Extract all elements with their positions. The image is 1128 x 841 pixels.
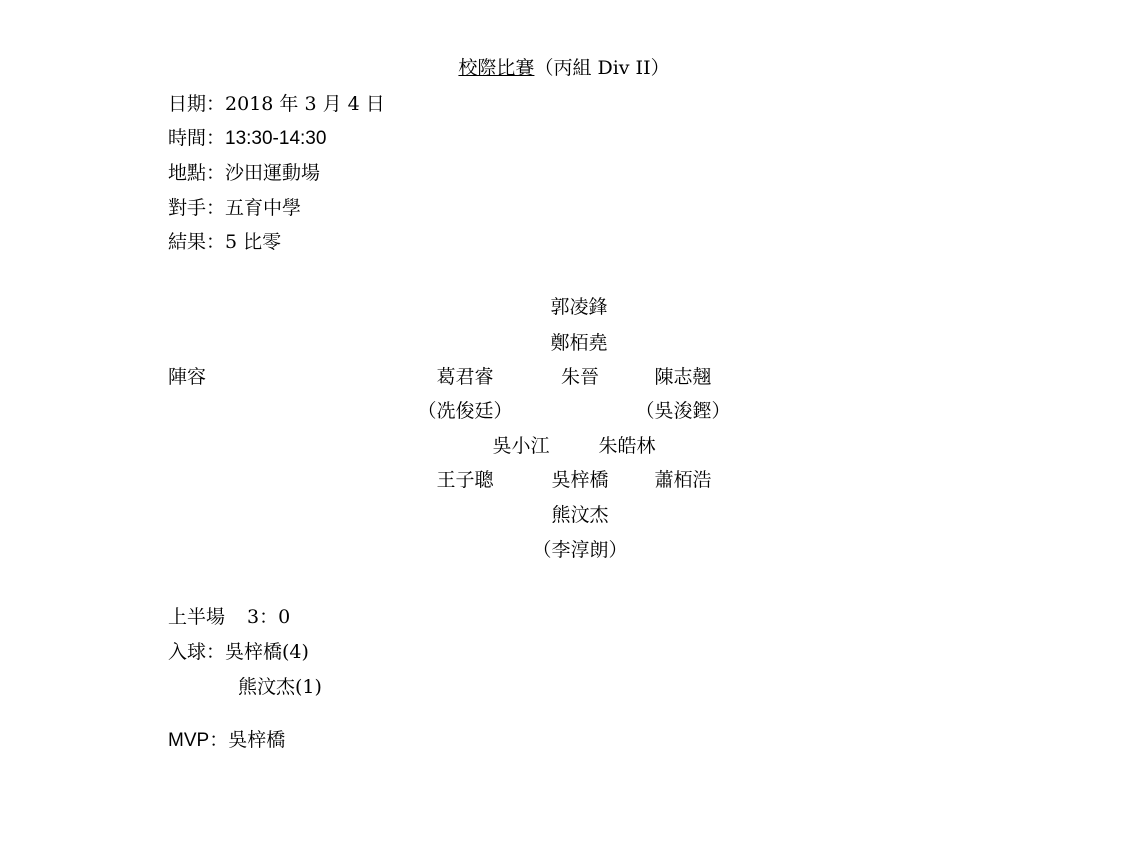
time-label: 時間： <box>168 127 226 149</box>
date-row <box>168 92 385 116</box>
mvp-separator: ： <box>209 729 229 751</box>
date-label: 日期： <box>168 93 226 115</box>
half-score: 3：0 <box>247 606 291 628</box>
goals-label: 入球： <box>168 641 226 663</box>
lineup-mid-left: 葛君睿 <box>436 366 494 388</box>
goal-scorer-2: 熊汶杰(1) <box>238 676 322 698</box>
result-label: 結果： <box>168 231 226 253</box>
lineup-back-center: 吳梓橋 <box>551 469 609 491</box>
lineup-sub-right: （吳浚鏗） <box>635 400 731 422</box>
lineup-label: 陣容 <box>168 366 207 388</box>
lineup-forward-1: 郭凌鋒 <box>550 296 608 318</box>
title-sub: （丙組 Div II） <box>534 57 670 79</box>
lineup-back-right: 蕭栢浩 <box>654 469 712 491</box>
venue-value: 沙田運動場 <box>225 162 321 184</box>
goals-row <box>168 640 309 664</box>
venue-row <box>168 161 320 185</box>
mvp-label: MVP <box>168 730 210 751</box>
opponent-value: 五育中學 <box>225 197 302 219</box>
lineup-forward-2: 鄭栢堯 <box>550 332 608 354</box>
result-row <box>168 230 281 254</box>
goal-scorer-1: 吳梓橋(4) <box>225 641 309 663</box>
document-title <box>458 56 669 80</box>
lineup-mid-right: 陳志翹 <box>654 366 712 388</box>
opponent-label: 對手： <box>168 197 226 219</box>
title-main: 校際比賽 <box>458 57 535 79</box>
result-value: 5 比零 <box>225 231 282 253</box>
date-value: 2018 年 3 月 4 日 <box>225 93 385 115</box>
half-label: 上半場 <box>168 606 226 628</box>
opponent-row <box>168 196 301 220</box>
lineup-def-2: 朱皓林 <box>598 435 656 457</box>
lineup-mid-center: 朱晉 <box>560 366 600 388</box>
time-value: 13:30-14:30 <box>225 128 327 149</box>
mvp-name: 吳梓橋 <box>228 729 286 751</box>
lineup-keeper: 熊汶杰 <box>551 504 609 526</box>
lineup-back-left: 王子聰 <box>436 469 494 491</box>
lineup-sub-left: （冼俊廷） <box>417 400 513 422</box>
lineup-def-1: 吳小江 <box>492 435 550 457</box>
lineup-keeper-sub: （李淳朗） <box>532 539 628 561</box>
venue-label: 地點： <box>168 162 226 184</box>
half-row <box>168 605 290 629</box>
mvp-row <box>168 728 285 753</box>
time-row <box>168 126 326 151</box>
